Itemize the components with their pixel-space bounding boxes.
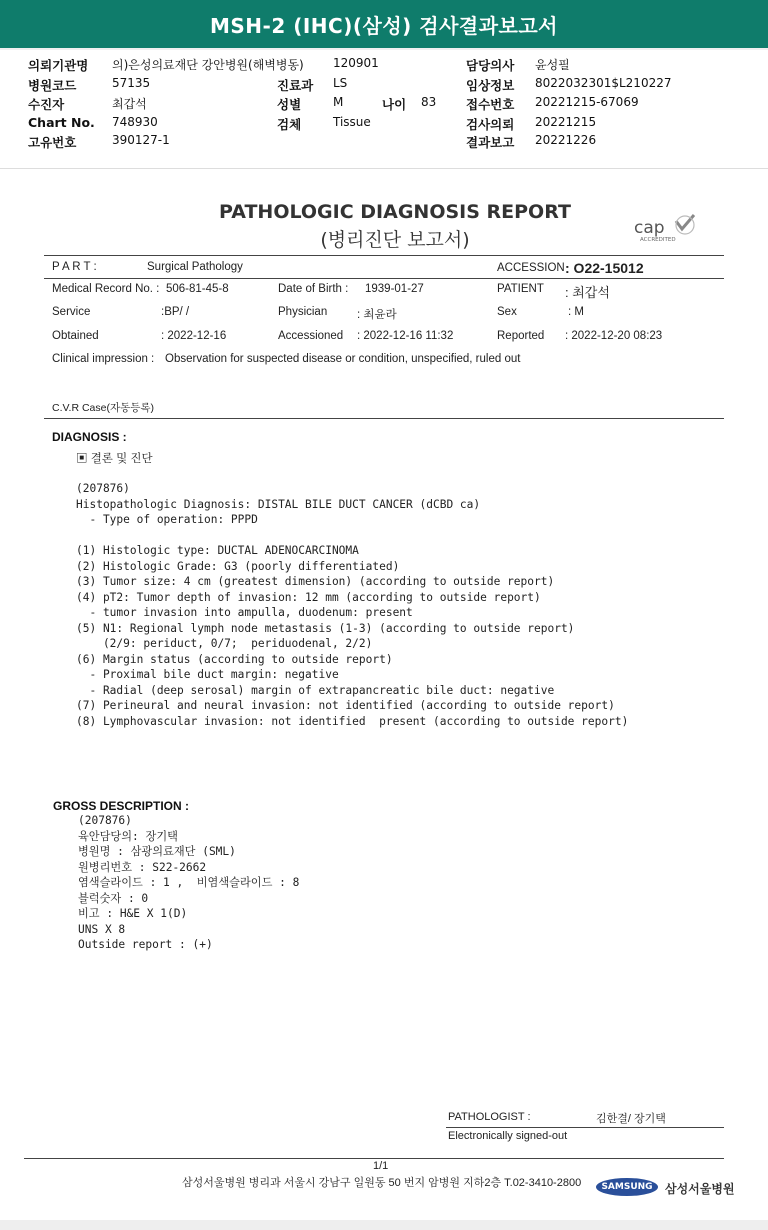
gross-line: (207876) bbox=[78, 814, 132, 827]
gross-line: 블럭숫자 : 0 bbox=[78, 891, 149, 905]
chart-no-value: 748930 bbox=[112, 115, 158, 129]
gross-line: 원병리번호 : S22-2662 bbox=[78, 860, 207, 874]
request-date-label: 검사의뢰 bbox=[466, 117, 515, 132]
obtained-value: : 2022-12-16 bbox=[161, 330, 227, 342]
institution-code-value: 120901 bbox=[333, 56, 379, 70]
accessioned-label: Accessioned bbox=[278, 330, 344, 342]
gross-line: UNS X 8 bbox=[78, 922, 126, 936]
diagnosis-line bbox=[76, 528, 628, 544]
department-value: LS bbox=[333, 76, 348, 90]
physician-label: Physician bbox=[278, 306, 328, 318]
gross-line: 병원명 : 삼광의료재단 (SML) bbox=[78, 845, 236, 858]
result-date-label: 결과보고 bbox=[466, 135, 515, 150]
request-info-header bbox=[0, 50, 768, 168]
gross-line: 염색슬라이드 : 1 , 비염색슬라이드 : 8 bbox=[78, 876, 300, 889]
diagnosis-line: Histopathologic Diagnosis: DISTAL BILE DUCT CANCER (dCBD ca) bbox=[76, 497, 481, 511]
gross-line: 육안담당의: 장기택 bbox=[78, 829, 178, 843]
samsung-logo-text: SAMSUNG bbox=[601, 1182, 653, 1192]
patient-value-report: : 최갑석 bbox=[565, 285, 610, 300]
pathology-report-page bbox=[0, 168, 768, 1221]
attending-doctor-label: 담당의사 bbox=[466, 58, 515, 73]
unique-id-label: 고유번호 bbox=[28, 135, 77, 150]
diagnosis-line: (6) Margin status (according to outside report) bbox=[76, 652, 393, 666]
specimen-label: 검체 bbox=[277, 117, 302, 132]
footer-address: 삼성서울병원 병리과 서울시 강남구 일원동 50 번지 암병원 지하2층 T.02-3410-2800 bbox=[182, 1177, 582, 1189]
receipt-number-value: 20221215-67069 bbox=[535, 95, 639, 109]
samsung-logo bbox=[596, 1178, 658, 1196]
part-label: P A R T : bbox=[52, 261, 97, 273]
gross-description-text bbox=[78, 813, 299, 953]
diagnosis-line: (3) Tumor size: 4 cm (greatest dimension) (according to outside report) bbox=[76, 575, 555, 588]
chart-no-label: Chart No. bbox=[28, 115, 95, 130]
clinical-impression-value: Observation for suspected disease or condition, unspecified, ruled out bbox=[165, 353, 521, 365]
diagnosis-line: (1) Histologic type: DUCTAL ADENOCARCINOMA bbox=[76, 544, 359, 557]
report-subtitle: (병리진단 보고서) bbox=[320, 229, 470, 251]
sex-value-report: : M bbox=[568, 306, 584, 318]
unique-id-value: 390127-1 bbox=[112, 133, 170, 147]
attending-doctor-value: 윤성필 bbox=[535, 58, 570, 72]
diagnosis-line: - Proximal bile duct margin: negative bbox=[76, 668, 339, 681]
cap-logo-text: cap bbox=[634, 218, 665, 238]
dob-label: Date of Birth : bbox=[278, 283, 349, 295]
accessioned-value: : 2022-12-16 11:32 bbox=[357, 330, 454, 342]
medical-record-value: 506-81-45-8 bbox=[166, 283, 229, 295]
clinical-info-value: 8022032301$L210227 bbox=[535, 76, 672, 90]
hospital-code-label: 병원코드 bbox=[28, 78, 77, 93]
diagnosis-line: - Radial (deep serosal) margin of extrapancreatic bile duct: negative bbox=[76, 683, 555, 697]
specimen-value: Tissue bbox=[333, 115, 371, 129]
obtained-label: Obtained bbox=[52, 330, 99, 342]
accession-value: : O22-15012 bbox=[565, 260, 644, 276]
bottom-margin bbox=[0, 1220, 768, 1230]
diagnosis-line: - Type of operation: PPPD bbox=[76, 513, 258, 526]
diagnosis-line: (2) Histologic Grade: G3 (poorly differentiated) bbox=[76, 559, 400, 573]
diagnosis-line: (5) N1: Regional lymph node metastasis (1-3) (according to outside report) bbox=[76, 621, 575, 635]
physician-value: : 최윤라 bbox=[357, 309, 397, 321]
patient-value: 최갑석 bbox=[112, 97, 147, 111]
signed-out-note: Electronically signed-out bbox=[448, 1130, 568, 1142]
hospital-code-value: 57135 bbox=[112, 76, 151, 90]
cap-accredited-logo bbox=[630, 213, 700, 245]
report-title: PATHOLOGIC DIAGNOSIS REPORT bbox=[219, 201, 571, 223]
pathologist-label: PATHOLOGIST : bbox=[448, 1111, 531, 1123]
diagnosis-line: - tumor invasion into ampulla, duodenum: present bbox=[76, 606, 413, 619]
reported-label: Reported bbox=[497, 330, 545, 342]
dob-value: 1939-01-27 bbox=[365, 283, 424, 295]
patient-label-report: PATIENT bbox=[497, 283, 544, 295]
diagnosis-line: (207876) bbox=[76, 482, 130, 495]
age-value: 83 bbox=[421, 95, 437, 109]
medical-record-label: Medical Record No. : bbox=[52, 283, 160, 295]
service-value: :BP/ / bbox=[161, 306, 190, 318]
clinical-info-label: 임상정보 bbox=[466, 78, 515, 93]
clinical-impression-label: Clinical impression : bbox=[52, 353, 155, 365]
report-banner bbox=[0, 0, 768, 48]
cap-logo-subtext: ACCREDITED bbox=[640, 237, 676, 243]
result-date-value: 20221226 bbox=[535, 133, 597, 147]
part-value: Surgical Pathology bbox=[147, 261, 243, 273]
department-label: 진료과 bbox=[277, 78, 314, 93]
divider-footer bbox=[24, 1158, 724, 1159]
requesting-institution-value: 의)은성의료재단 강안병원(해벽병동) bbox=[112, 58, 304, 72]
diagnosis-line: (7) Perineural and neural invasion: not identified (according to outside report) bbox=[76, 699, 615, 712]
requesting-institution-label: 의뢰기관명 bbox=[28, 58, 89, 73]
divider-part bbox=[44, 278, 724, 279]
divider-diagnosis bbox=[44, 418, 724, 419]
request-date-value: 20221215 bbox=[535, 115, 597, 129]
diagnosis-line: (2/9: periduct, 0/7; periduodenal, 2/2) bbox=[76, 637, 373, 650]
divider-top bbox=[44, 255, 724, 256]
sex-value: M bbox=[333, 95, 344, 109]
conclusion-heading: ▣ 결론 및 진단 bbox=[76, 453, 153, 465]
patient-label: 수진자 bbox=[28, 97, 65, 112]
banner-title: MSH-2 (IHC)(삼성) 검사결과보고서 bbox=[210, 13, 558, 38]
diagnosis-line: (8) Lymphovascular invasion: not identified present (according to outside report) bbox=[76, 714, 629, 728]
page-number: 1/1 bbox=[373, 1160, 389, 1172]
cvr-case: C.V.R Case(자동등록) bbox=[52, 402, 155, 414]
reported-value: : 2022-12-20 08:23 bbox=[565, 330, 663, 342]
gross-line: Outside report : (+) bbox=[78, 938, 213, 951]
service-label: Service bbox=[52, 306, 91, 318]
receipt-number-label: 접수번호 bbox=[466, 97, 515, 112]
gross-line: 비고 : H&E X 1(D) bbox=[78, 907, 188, 920]
diagnosis-line: (4) pT2: Tumor depth of invasion: 12 mm (according to outside report) bbox=[76, 590, 541, 604]
age-label: 나이 bbox=[382, 97, 407, 112]
divider-signature bbox=[446, 1127, 724, 1128]
sex-label: 성별 bbox=[277, 97, 302, 112]
diagnosis-heading: DIAGNOSIS : bbox=[52, 430, 127, 444]
hospital-logo-text: 삼성서울병원 bbox=[665, 1182, 735, 1196]
gross-description-heading: GROSS DESCRIPTION : bbox=[53, 799, 190, 813]
sex-label-report: Sex bbox=[497, 306, 517, 318]
diagnosis-text bbox=[76, 481, 628, 729]
pathologist-value: 김한결/ 장기택 bbox=[596, 1113, 666, 1125]
accession-label: ACCESSION bbox=[497, 262, 565, 274]
